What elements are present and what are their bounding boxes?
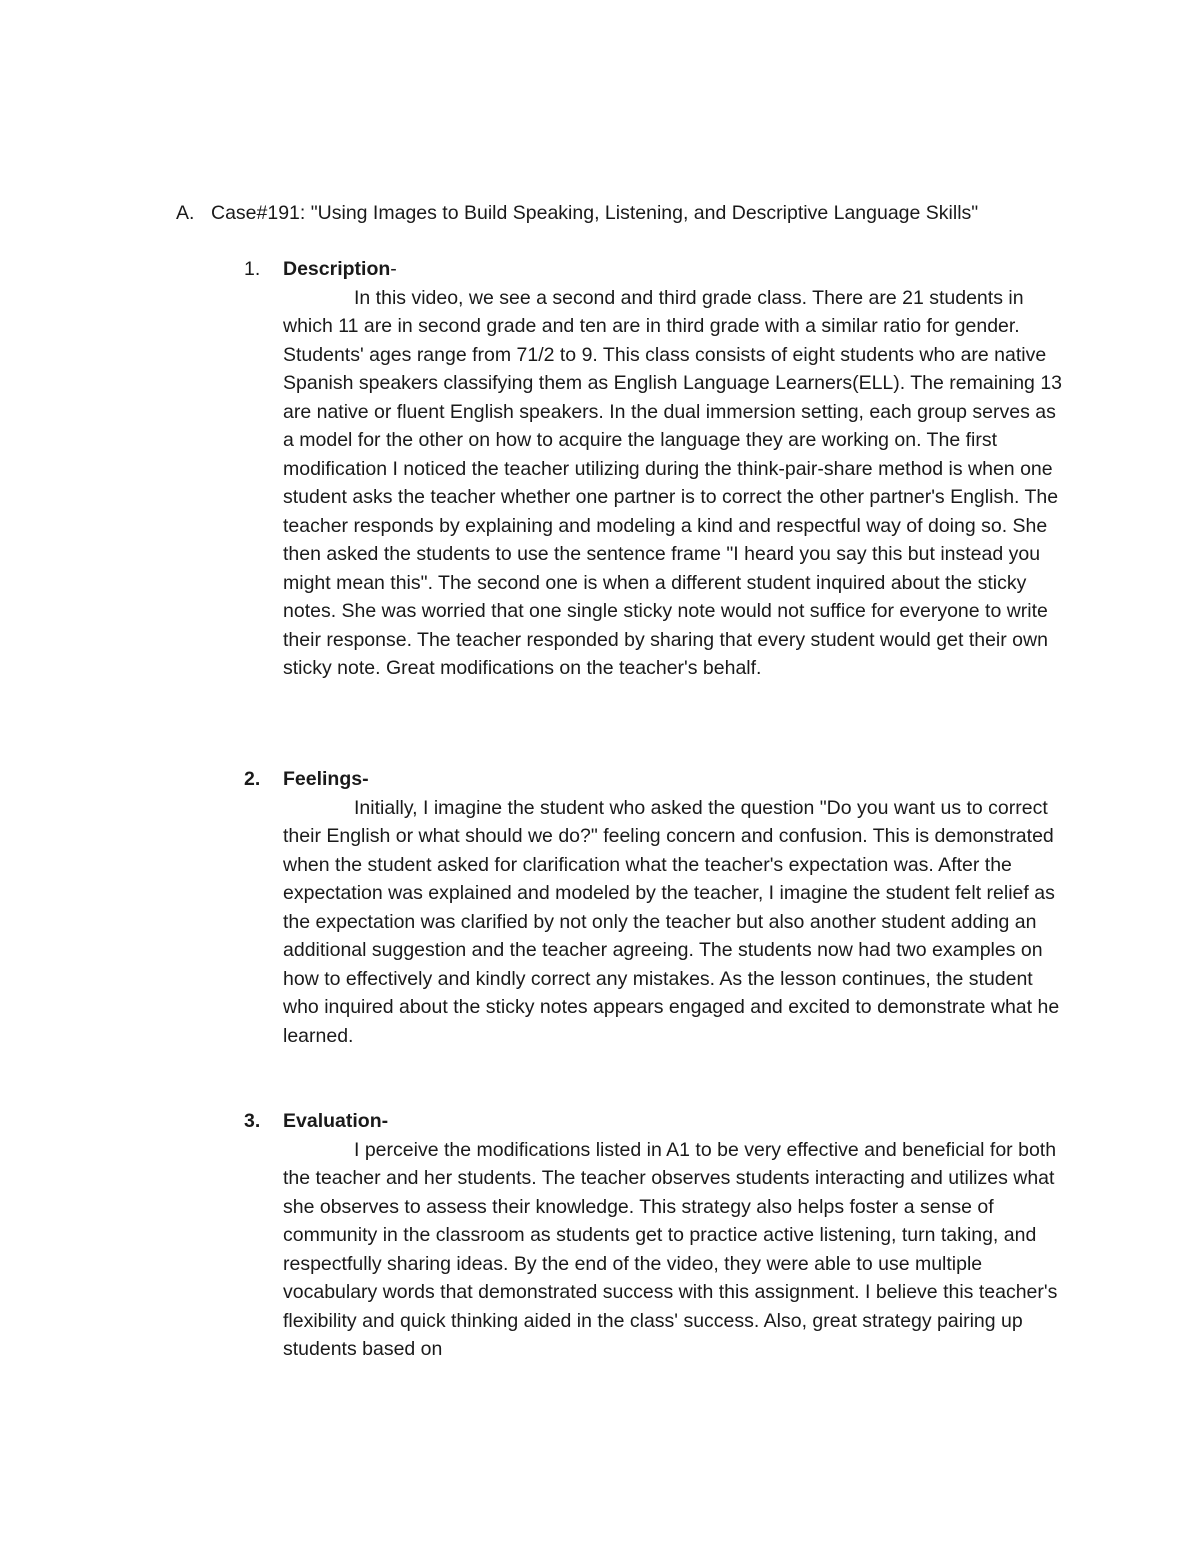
section-label <box>244 255 1074 284</box>
section-label: Evaluation- <box>283 1110 389 1132</box>
section-description <box>244 255 1074 683</box>
section-number: 1. <box>244 258 261 280</box>
section-body: I perceive the modifications listed in A1 to be very effective and beneficial for both the teacher and her students. The teacher observes students interacting and utilizes what she observes to assess their knowledge. This strategy also helps foster a sense of community in the classroom as students get to practice active listening, turn taking, and respectfully sharing ideas. By the end of the video, they were able to use multiple vocabulary words that demonstrated success with this assignment. I believe this teacher's flexibility and quick thinking aided in the class' success. Also, great strategy pairing up students based on <box>283 1138 1058 1360</box>
section-number: 3. <box>244 1110 261 1132</box>
section-label-text: Description <box>283 258 391 280</box>
section-number: 2. <box>244 768 261 790</box>
section-label: Feelings- <box>283 768 369 790</box>
section-body: In this video, we see a second and third grade class. There are 21 students in which 11 are in second grade and ten are in third grade with a similar ratio for gender. Students' ages range from 71/2 to 9. This class consists of eight students who are native Spanish speakers classifying them as English Language Learners(ELL). The remaining 13 are native or fluent English speakers. In the dual immersion setting, each group serves as a model for the other on how to acquire the language they are working on. The first modification I noticed the teacher utilizing during the think-pair-share method is when one student asks the teacher whether one partner is to correct the other partner's English. The teacher responds by explaining and modeling a kind and respectful way of doing so. She then asked the students to use the sentence frame "I heard you say this but instead you might mean this". The second one is when a different student inquired about the sticky notes. She was worried that one single sticky note would not suffice for everyone to write their response. The teacher responded by sharing that every student would get their own sticky note. Great modifications on the teacher's behalf. <box>283 286 1063 679</box>
section-body: Initially, I imagine the student who asked the question "Do you want us to correct their English or what should we do?" feeling concern and confusion. This is demonstrated when the student asked for clarification what the teacher's expectation was. After the expectation was explained and modeled by the teacher, I imagine the student felt relief as the expectation was clarified by not only the teacher but also another student adding an additional suggestion and the teacher agreeing. The students now had two examples on how to effectively and kindly correct any mistakes. As the lesson continues, the student who inquired about the sticky notes appears engaged and excited to demonstrate what he learned. <box>283 796 1060 1047</box>
case-marker: A. <box>176 202 195 224</box>
section-evaluation <box>244 1107 1074 1364</box>
section-feelings <box>244 765 1074 1050</box>
section-label-suffix: - <box>390 258 397 280</box>
case-title: Case#191: "Using Images to Build Speaking, Listening, and Descriptive Language Skills" <box>211 202 979 224</box>
case-heading <box>176 199 1036 228</box>
